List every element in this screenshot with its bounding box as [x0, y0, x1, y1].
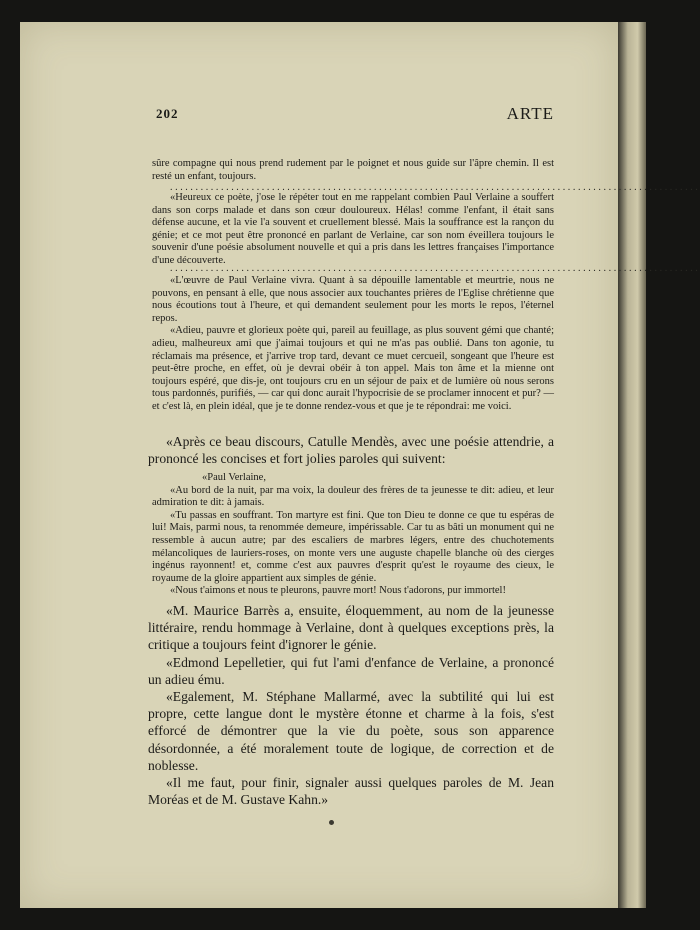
mendes-speech: [152, 472, 554, 598]
narrative-lepelletier: «Edmond Lepelletier, qui fut l'ami d'enfance de Verlaine, a prononcé un adieu ému.: [148, 654, 554, 687]
narrative-barres: «M. Maurice Barrès a, ensuite, éloquemment, au nom de la jeunesse littéraire, rendu hommage à Verlaine, dont à quelques exceptions près, la critique a toujours feint d'ignorer le génie.: [148, 603, 554, 653]
mendes-p3: «Nous t'aimons et nous te pleurons, pauvre mort! Nous t'adorons, pur immortel!: [170, 585, 506, 597]
intro-paragraph: [152, 158, 554, 183]
quote-oeuvre: [152, 275, 554, 414]
quote-heureux: [152, 192, 554, 268]
quote-heureux-text: «Heureux ce poète, j'ose le répéter tout en me rappelant combien Paul Verlaine a souffert dans son corps malade et dans son cœur douloureux. Hélas! comme l'enfant, il était sans défense aucune, et la vie l'a souvent et cruellement blessé. Mais la souffrance est la rançon du génie; et ce mot peut être prononcé en parlant de Verlaine, car son nom éveillera toujours le souvenir d'une poésie absolument nouvelle et qui a pris dans les lettres françaises l'importance d'une découverte.: [152, 192, 554, 266]
mendes-p2: «Tu passas en souffrant. Ton martyre est fini. Que ton Dieu te donne ce que tu espéras de lui! Mais, parmi nous, ta renommée demeure, impérissable. Car tu as bâti un monument qui ne ressemble à aucun autre; par des escaliers de marbres légers, entre des chuchotements mélancoliques de lauriers-roses, on monte vers une auguste chapelle blanche où des cierges ingénus rayonnent! et, comme c'est aux pauvres d'esprit qu'est le royaume des cieux, le royaume de la gloire appartient aux simples de génie.: [152, 509, 554, 584]
ellipsis-separator: ........................................................................................................: [170, 263, 700, 274]
quote-oeuvre-p1: «L'œuvre de Paul Verlaine vivra. Quant à sa dépouille lamentable et meurtrie, nous ne pouvons, en pensant à elle, que nous associer aux touchantes prières de l'Eglise chrétienne que nous écoutions tout à l'heure, et qui demandent seulement pour les morts le repos, l'éternel repos.: [152, 275, 554, 324]
running-title: ARTE: [506, 104, 554, 123]
narrative-mallarme: «Egalement, M. Stéphane Mallarmé, avec la subtilité qui lui est propre, cette langue dont le mystère étonne et charme à la fois, s'est efforcé de démontrer que la vie du poète, sous son apparence désordonnée, a été moralement toute de logique, de correction et de noblesse.: [148, 689, 554, 773]
mendes-p1: «Au bord de la nuit, par ma voix, la douleur des frères de ta jeunesse te dit: adieu, et leur admiration te dit: à jamais.: [152, 484, 554, 509]
narrative-moreas-kahn: «Il me faut, pour finir, signaler aussi quelques paroles de M. Jean Moréas et de M. Gustave Kahn.»: [148, 775, 554, 808]
page-number: 202: [156, 106, 179, 121]
narrative-mendes-intro: [148, 433, 554, 467]
mendes-salutation: «Paul Verlaine,: [202, 472, 266, 483]
narrative-mendes-text: «Après ce beau discours, Catulle Mendès, avec une poésie attendrie, a prononcé les concises et fort jolies paroles qui suivent:: [148, 434, 554, 467]
intro-text: sûre compagne qui nous prend rudement par le poignet et nous guide sur l'âpre chemin. Il est resté un enfant, toujours.: [152, 158, 554, 182]
end-ornament-dot: [329, 820, 334, 825]
quote-oeuvre-p2: «Adieu, pauvre et glorieux poète qui, pareil au feuillage, as plus souvent gémi que chanté; adieu, malheureux ami que j'aimai toujours et qui ne m'as pas oublié. Dans ton agonie, tu réclamais ma présence, et j'arrive trop tard, devant ce muet cercueil, songeant que l'heure est peut-être proche, en effet, où je devrai obéir à ton appel. Mais ton âme et la mienne ont toujours espéré, que dis-je, ont toujours cru en un séjour de paix et de lumière où nous serons tous pardonnés, purifiés, — car qui donc aurait l'hypocrisie de se proclamer innocent et pur? — et c'est là, en plein idéal, que je te donne rendez-vous et que je te répondrai: me voici.: [152, 325, 554, 412]
narrative-closing: [148, 602, 554, 808]
ellipsis-separator: ........................................................................................................: [170, 182, 700, 193]
